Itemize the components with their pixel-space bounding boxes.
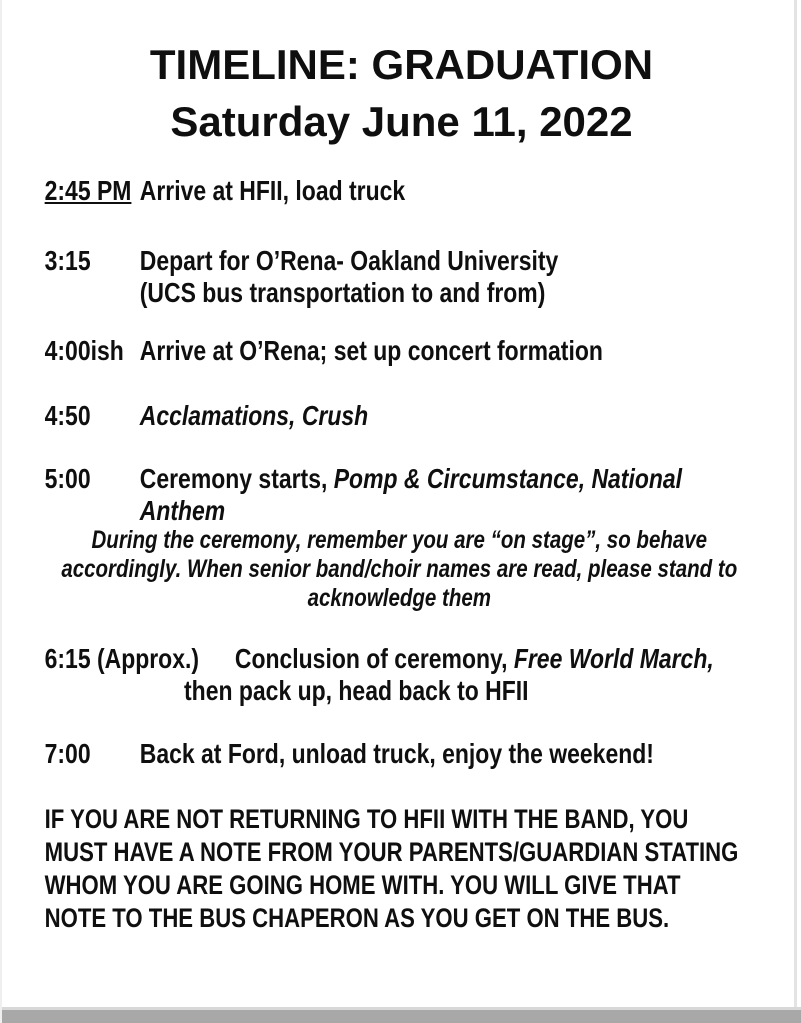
schedule-time: 3:15 — [44, 245, 91, 276]
page-edge-line — [794, 0, 797, 1007]
schedule-description: Back at Ford, unload truck, enjoy the weekend! — [139, 738, 654, 769]
ceremony-note — [45, 526, 754, 613]
schedule-description — [235, 643, 754, 675]
ceremony-note-line: accordingly. When senior band/choir names are read, please stand to — [61, 555, 738, 583]
bus-notice-line: WHOM YOU ARE GOING HOME WITH. YOU WILL GIVE THAT — [44, 870, 681, 900]
schedule-description-line: Depart for O’Rena- Oakland University — [139, 245, 559, 276]
schedule-description: Acclamations, Crush — [139, 400, 369, 431]
bus-notice-line: MUST HAVE A NOTE FROM YOUR PARENTS/GUARDIAN STATING — [44, 837, 739, 867]
schedule-time: 4:50 — [44, 400, 91, 431]
schedule-item-315 — [45, 245, 754, 309]
bottom-bar — [2, 1007, 801, 1023]
schedule-item-400ish — [45, 335, 754, 367]
schedule-line — [45, 643, 754, 675]
schedule-item-245pm — [45, 175, 754, 207]
schedule-description-line: then pack up, head back to HFII — [184, 675, 529, 706]
schedule-description — [140, 463, 754, 527]
bus-notice-line: IF YOU ARE NOT RETURNING TO HFII WITH THE BAND, YOU — [44, 804, 689, 834]
schedule-description: Arrive at O’Rena; set up concert formation — [139, 335, 603, 366]
ceremony-note-line: During the ceremony, remember you are “on stage”, so behave — [91, 526, 708, 554]
song-title: Anthem — [139, 495, 226, 526]
bus-notice-line: NOTE TO THE BUS CHAPERON AS YOU GET ON THE BUS. — [44, 903, 670, 933]
bottom-bar-shadow — [2, 1010, 801, 1023]
document-date: Saturday June 11, 2022 — [170, 98, 633, 145]
schedule-description-line: (UCS bus transportation to and from) — [139, 277, 546, 308]
document-title: TIMELINE: GRADUATION — [149, 41, 654, 88]
schedule-time: 2:45 PM — [44, 175, 132, 206]
schedule-description: Arrive at HFII, load truck — [139, 175, 406, 206]
schedule-time: 5:00 — [44, 463, 91, 494]
schedule-item-450 — [45, 400, 754, 432]
song-title: Pomp & Circumstance, National — [333, 463, 683, 494]
schedule-description — [140, 245, 754, 309]
schedule-time: 4:00ish — [44, 335, 124, 366]
plain-text: Conclusion of ceremony, — [234, 643, 514, 674]
plain-text: Ceremony starts, — [139, 463, 334, 494]
ceremony-note-line: acknowledge them — [307, 584, 491, 612]
schedule-item-615 — [45, 643, 754, 707]
song-title: Free World March, — [513, 643, 714, 674]
schedule-item-500 — [45, 463, 754, 527]
schedule-time: 7:00 — [44, 738, 91, 769]
schedule-item-700 — [45, 738, 754, 770]
title-block — [2, 36, 801, 150]
timeline-body — [2, 175, 801, 935]
schedule-description-line — [140, 463, 754, 495]
bus-notice — [45, 803, 754, 935]
schedule-time: 6:15 (Approx.) — [44, 643, 200, 674]
